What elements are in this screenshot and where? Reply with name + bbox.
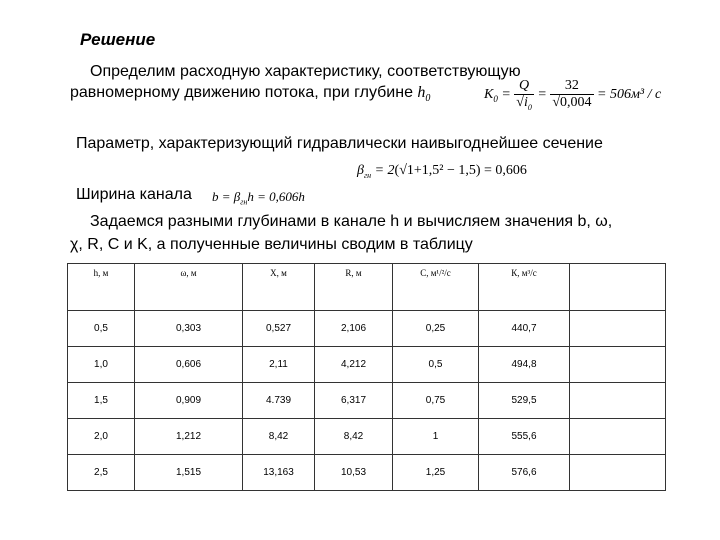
table-cell: 8,42 <box>315 419 393 455</box>
table-cell: 13,163 <box>243 455 315 491</box>
table-header-cell: R, м <box>315 264 393 311</box>
table-header-cell <box>570 264 666 311</box>
table-cell <box>570 455 666 491</box>
table-cell: 2,0 <box>68 419 135 455</box>
para1-line2 <box>70 84 430 104</box>
table-header-cell: ω, м <box>135 264 243 311</box>
beta-body: (√1+1,5² − 1,5) <box>394 163 481 178</box>
table-header-cell: К, м³/с <box>479 264 570 311</box>
table-row <box>68 419 666 455</box>
k0-result: = 506м³ / с <box>597 87 662 103</box>
beta-result: = 0,606 <box>484 163 527 178</box>
table-cell: 6,317 <box>315 383 393 419</box>
table-cell: 4,212 <box>315 347 393 383</box>
table-cell <box>570 311 666 347</box>
table-cell: 1 <box>393 419 479 455</box>
table-row <box>68 383 666 419</box>
table-cell: 0,303 <box>135 311 243 347</box>
table-header-cell: Χ, м <box>243 264 315 311</box>
k0-lhs: $K_0$ <box>484 87 498 104</box>
table-cell: 2,5 <box>68 455 135 491</box>
table-cell <box>570 419 666 455</box>
heading: Решение <box>80 30 156 49</box>
table-header-cell: С, м¹/²/с <box>393 264 479 311</box>
table-cell: 8,42 <box>243 419 315 455</box>
table-cell: 494,8 <box>479 347 570 383</box>
table-cell: 0,527 <box>243 311 315 347</box>
table-cell: 0,909 <box>135 383 243 419</box>
table-header-row <box>68 264 666 311</box>
table-cell: 1,25 <box>393 455 479 491</box>
para4-line1: Задаемся разными глубинами в канале h и вычисляем значения b, ω, <box>90 213 613 230</box>
k0-eq: = <box>501 87 511 103</box>
table-cell: 440,7 <box>479 311 570 347</box>
table-cell: 529,5 <box>479 383 570 419</box>
table-cell: 0,5 <box>393 347 479 383</box>
table-cell: 1,0 <box>68 347 135 383</box>
table-row <box>68 455 666 491</box>
table-cell <box>570 347 666 383</box>
k0-frac1: $\frac{Q}{√i_0}$ <box>516 78 532 112</box>
k0-formula: $K_0$ = $\frac{Q}{√i_0}$ = $\frac{32}{√0,004}$ = 506м³ / с <box>484 78 662 112</box>
table-cell: 1,5 <box>68 383 135 419</box>
beta-formula: $\beta_{гн} = 2(√1+1,5^2 - 1,5) = 0,606$ <box>357 163 527 180</box>
table-row <box>68 311 666 347</box>
para4-line2: χ, R, C и K, а полученные величины сводим в таблицу <box>70 236 473 253</box>
table-header-cell: h, м <box>68 264 135 311</box>
para1-line1: Определим расходную характеристику, соответствующую <box>90 63 521 80</box>
results-table <box>67 263 666 491</box>
table-cell: 2,11 <box>243 347 315 383</box>
table-row <box>68 347 666 383</box>
table-cell: 0,606 <box>135 347 243 383</box>
width-formula: $b = \beta_{гн}h = 0,606h$ <box>212 189 305 207</box>
table-cell <box>570 383 666 419</box>
para1-line2-text: равномерному движению потока, при глубине <box>70 84 413 101</box>
table-cell: 1,212 <box>135 419 243 455</box>
k0-frac2: $\frac{32}{√0,004}$ <box>552 78 592 111</box>
table-cell: 0,25 <box>393 311 479 347</box>
table-cell: 2,106 <box>315 311 393 347</box>
table-cell: 4.739 <box>243 383 315 419</box>
table-cell: 10,53 <box>315 455 393 491</box>
para2-text: Параметр, характеризующий гидравлически наивыгоднейшее сечение <box>76 135 603 152</box>
para3-label: Ширина канала <box>76 186 192 203</box>
h0-symbol: $h_0$ <box>417 84 431 105</box>
table-cell: 1,515 <box>135 455 243 491</box>
table-cell: 576,6 <box>479 455 570 491</box>
table-cell: 0,5 <box>68 311 135 347</box>
table-cell: 0,75 <box>393 383 479 419</box>
beta-lhs: $\beta_{гн}$ <box>357 163 372 180</box>
table-cell: 555,6 <box>479 419 570 455</box>
